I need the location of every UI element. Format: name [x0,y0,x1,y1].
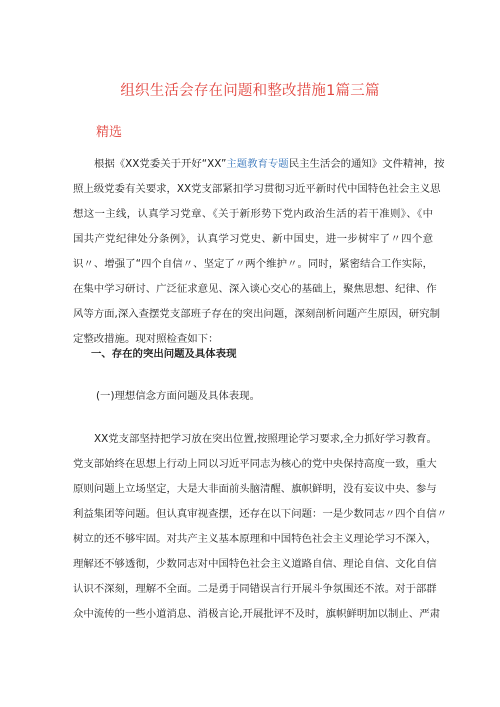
intro-line: 在集中学习研讨、广泛征求意见、深入谈心交心的基础上，聚焦思想、纪律、作 [73,283,437,295]
intro-line: 风等方面,深入查摆党支部班子存在的突出问题，深刻剖析问题产生原因，研究制 [73,308,440,320]
intro-line: 想这一主线，认真学习党章、《关于新形势下党内政治生活的若干准则》、《中 [73,208,433,220]
intro-line: 识〃、增强了“四个自信〃、坚定了〃两个维护〃。同时，紧密结合工作实际， [73,258,433,270]
body-line: 认识不深刻，理解不全面。二是勇于同错误言行开展斗争氛围还不浓。对于部群 [73,583,437,595]
document-title: 组织生活会存在问题和整改措施1篇三篇 [120,83,380,99]
intro-paragraph [73,152,445,352]
intro-line: 照上级党委有关要求，XX党支部紧扣学习贯彻习近平新时代中国特色社会主义思 [73,183,441,195]
body-line-1 [73,427,437,452]
body-paragraph [73,427,448,627]
body-line: 利益集团等问题。但认真审视查摆，还存在以下问题：一是少数同志〃四个自信〃 [73,508,448,520]
intro-line: 国共产党纪律处分条例》，认真学习党史、新中国史，进一步树牢了〃四个意 [73,233,433,245]
intro-text: 根据《XX党委关于开好“XX” [94,158,227,170]
body-line: 树立的还不够牢固。对共产主义基本原理和中国特色社会主义理论学习不深入， [73,533,437,545]
body-line: 原则问题上立场坚定，大是大非面前头脑清醒、旗帜鲜明，没有妄议中央、参与 [73,483,437,495]
section-heading: 一、存在的突出问题及具体表现 [91,348,237,360]
highlight-link[interactable]: 主题教育专题 [226,158,289,170]
intro-text: 民主生活会的通知》文件精神，按 [288,158,445,170]
intro-line: 定整改措施。现对照检查如下： [73,333,219,345]
subsection-heading: (一)理想信念方面问题及具体表现。 [96,390,260,402]
body-line: 理解还不够透彻，少数同志对中国特色社会主义道路自信、理论自信、文化自信 [73,558,437,570]
section-tag: 精选 [96,125,123,140]
body-text: XX党支部坚持把学习放在突出位置,按照理论学习要求,全力抓好学习教育。 [94,433,437,445]
body-line: 众中流传的一些小道消息、消极言论,开展批评不及时，旗帜鲜明加以制止、严肃 [73,608,440,620]
intro-line-1 [73,152,445,177]
body-line: 党支部始终在思想上行动上同以习近平同志为核心的党中央保持高度一致，重大 [73,458,437,470]
